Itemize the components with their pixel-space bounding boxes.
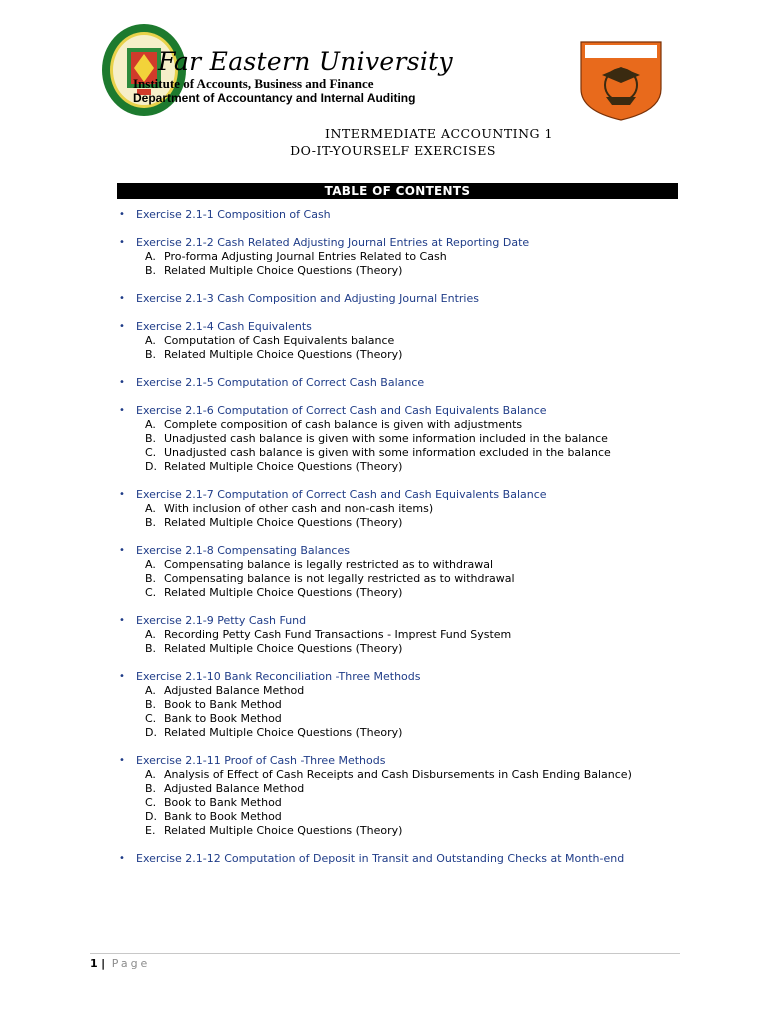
toc-entry xyxy=(119,208,679,222)
toc-entry xyxy=(119,670,679,740)
toc-entry xyxy=(119,292,679,306)
toc-subitem xyxy=(119,628,679,642)
toc-subitem-letter: A. xyxy=(145,684,156,697)
toc-subitem xyxy=(119,572,679,586)
toc-subitem xyxy=(119,418,679,432)
toc-subitem-text: Compensating balance is legally restricted as to withdrawal xyxy=(164,558,494,571)
toc-exercise-title: Exercise 2.1-12 Computation of Deposit in Transit and Outstanding Checks at Month-end xyxy=(136,852,625,865)
table-of-contents xyxy=(119,208,679,880)
toc-exercise-title: Exercise 2.1-4 Cash Equivalents xyxy=(136,320,312,333)
toc-subitem-text: Related Multiple Choice Questions (Theory) xyxy=(164,460,403,473)
toc-entry xyxy=(119,320,679,362)
toc-subitem-letter: B. xyxy=(145,782,157,795)
toc-subitem-text: Pro-forma Adjusting Journal Entries Related to Cash xyxy=(164,250,447,263)
toc-subitem-letter: E. xyxy=(145,824,156,837)
toc-subitem-text: Related Multiple Choice Questions (Theory) xyxy=(164,264,403,277)
toc-subitem xyxy=(119,782,679,796)
toc-exercise-title: Exercise 2.1-10 Bank Reconciliation -Three Methods xyxy=(136,670,421,683)
toc-subitem xyxy=(119,334,679,348)
toc-exercise-link[interactable] xyxy=(119,614,679,628)
toc-subitem-letter: B. xyxy=(145,348,157,361)
toc-entry xyxy=(119,488,679,530)
toc-subitem-text: Related Multiple Choice Questions (Theory) xyxy=(164,824,403,837)
toc-subitem-text: Computation of Cash Equivalents balance xyxy=(164,334,395,347)
toc-exercise-link[interactable] xyxy=(119,236,679,250)
toc-exercise-title: Exercise 2.1-6 Computation of Correct Cash and Cash Equivalents Balance xyxy=(136,404,547,417)
course-title: INTERMEDIATE ACCOUNTING 1 xyxy=(325,126,553,141)
toc-subitem-text: Related Multiple Choice Questions (Theory) xyxy=(164,516,403,529)
toc-subitem-letter: D. xyxy=(145,810,157,823)
toc-subitem-letter: A. xyxy=(145,628,156,641)
toc-subitem-text: Book to Bank Method xyxy=(164,698,282,711)
toc-exercise-title: Exercise 2.1-8 Compensating Balances xyxy=(136,544,350,557)
toc-subitem xyxy=(119,460,679,474)
toc-subitem xyxy=(119,502,679,516)
toc-subitem-letter: B. xyxy=(145,264,157,277)
toc-subitem xyxy=(119,348,679,362)
university-name: Far Eastern University xyxy=(158,47,453,76)
toc-exercise-link[interactable] xyxy=(119,292,679,306)
toc-subitem xyxy=(119,726,679,740)
toc-subitem xyxy=(119,712,679,726)
toc-subitem xyxy=(119,264,679,278)
toc-exercise-title: Exercise 2.1-9 Petty Cash Fund xyxy=(136,614,307,627)
page-footer xyxy=(90,957,150,970)
toc-subitem-letter: C. xyxy=(145,586,157,599)
toc-entry xyxy=(119,852,679,866)
toc-subitem-letter: B. xyxy=(145,642,157,655)
toc-subitem-text: Related Multiple Choice Questions (Theory) xyxy=(164,726,403,739)
toc-exercise-link[interactable] xyxy=(119,320,679,334)
footer-divider xyxy=(90,953,680,954)
toc-subitem xyxy=(119,250,679,264)
toc-entry xyxy=(119,236,679,278)
bullet-icon: • xyxy=(119,489,125,500)
toc-subitem xyxy=(119,432,679,446)
page-label: Page xyxy=(111,957,151,970)
bullet-icon: • xyxy=(119,321,125,332)
institute-name: Institute of Accounts, Business and Finance xyxy=(133,76,374,91)
toc-exercise-link[interactable] xyxy=(119,670,679,684)
bullet-icon: • xyxy=(119,853,125,864)
toc-subitem-text: Unadjusted cash balance is given with some information excluded in the balance xyxy=(164,446,611,459)
toc-exercise-link[interactable] xyxy=(119,488,679,502)
toc-entry xyxy=(119,376,679,390)
bullet-icon: • xyxy=(119,545,125,556)
course-title-block xyxy=(0,126,768,158)
toc-subitem-letter: A. xyxy=(145,768,156,781)
toc-subitem-letter: B. xyxy=(145,432,157,445)
toc-subitem xyxy=(119,642,679,656)
page-separator: | xyxy=(101,957,106,970)
toc-subitem-text: Related Multiple Choice Questions (Theory) xyxy=(164,348,403,361)
bullet-icon: • xyxy=(119,209,125,220)
toc-subitem-letter: B. xyxy=(145,516,157,529)
page-number: 1 xyxy=(90,957,98,970)
toc-subitem-letter: D. xyxy=(145,460,157,473)
toc-subitem xyxy=(119,824,679,838)
toc-subitem-text: Related Multiple Choice Questions (Theory) xyxy=(164,586,403,599)
bullet-icon: • xyxy=(119,671,125,682)
toc-subitem xyxy=(119,698,679,712)
toc-subitem-letter: A. xyxy=(145,334,156,347)
toc-exercise-title: Exercise 2.1-11 Proof of Cash -Three Methods xyxy=(136,754,386,767)
bullet-icon: • xyxy=(119,405,125,416)
bullet-icon: • xyxy=(119,615,125,626)
toc-subitem-letter: A. xyxy=(145,502,156,515)
toc-subitem xyxy=(119,796,679,810)
toc-subitem xyxy=(119,558,679,572)
toc-heading: TABLE OF CONTENTS xyxy=(117,183,678,199)
toc-subitem-letter: B. xyxy=(145,698,157,711)
toc-exercise-link[interactable] xyxy=(119,404,679,418)
toc-subitem xyxy=(119,810,679,824)
toc-exercise-link[interactable] xyxy=(119,208,679,222)
toc-subitem-text: Analysis of Effect of Cash Receipts and Cash Disbursements in Cash Ending Balance) xyxy=(164,768,632,781)
bullet-icon: • xyxy=(119,755,125,766)
toc-entry xyxy=(119,544,679,600)
toc-subitem xyxy=(119,516,679,530)
toc-subitem xyxy=(119,684,679,698)
bullet-icon: • xyxy=(119,293,125,304)
toc-subitem xyxy=(119,586,679,600)
toc-subitem-letter: C. xyxy=(145,796,157,809)
toc-subitem-text: With inclusion of other cash and non-cash items) xyxy=(164,502,434,515)
toc-subitem-letter: C. xyxy=(145,446,157,459)
toc-exercise-title: Exercise 2.1-7 Computation of Correct Cash and Cash Equivalents Balance xyxy=(136,488,547,501)
toc-exercise-title: Exercise 2.1-2 Cash Related Adjusting Journal Entries at Reporting Date xyxy=(136,236,530,249)
toc-subitem-text: Bank to Book Method xyxy=(164,712,282,725)
toc-entry xyxy=(119,614,679,656)
toc-subitem-text: Book to Bank Method xyxy=(164,796,282,809)
toc-subitem-text: Adjusted Balance Method xyxy=(164,782,305,795)
toc-subitem-letter: A. xyxy=(145,558,156,571)
toc-subitem-letter: C. xyxy=(145,712,157,725)
toc-entry xyxy=(119,754,679,838)
toc-entry xyxy=(119,404,679,474)
feu-iabf-shield-logo xyxy=(580,41,662,121)
toc-subitem-text: Compensating balance is not legally restricted as to withdrawal xyxy=(164,572,515,585)
toc-subitem-letter: A. xyxy=(145,250,156,263)
toc-subitem xyxy=(119,768,679,782)
toc-exercise-link[interactable] xyxy=(119,544,679,558)
toc-exercise-title: Exercise 2.1-3 Cash Composition and Adjusting Journal Entries xyxy=(136,292,479,305)
course-subtitle: DO-IT-YOURSELF EXERCISES xyxy=(290,143,496,158)
toc-exercise-link[interactable] xyxy=(119,852,679,866)
toc-subitem-text: Bank to Book Method xyxy=(164,810,282,823)
bullet-icon: • xyxy=(119,377,125,388)
toc-subitem-letter: B. xyxy=(145,572,157,585)
department-name: Department of Accountancy and Internal Auditing xyxy=(133,91,416,105)
toc-subitem-letter: D. xyxy=(145,726,157,739)
toc-exercise-title: Exercise 2.1-5 Computation of Correct Cash Balance xyxy=(136,376,425,389)
toc-subitem-text: Recording Petty Cash Fund Transactions - Imprest Fund System xyxy=(164,628,512,641)
toc-subitem-text: Unadjusted cash balance is given with some information included in the balance xyxy=(164,432,608,445)
toc-subitem-letter: A. xyxy=(145,418,156,431)
toc-subitem-text: Adjusted Balance Method xyxy=(164,684,305,697)
toc-subitem-text: Complete composition of cash balance is given with adjustments xyxy=(164,418,523,431)
toc-exercise-link[interactable] xyxy=(119,754,679,768)
bullet-icon: • xyxy=(119,237,125,248)
toc-subitem xyxy=(119,446,679,460)
toc-subitem-text: Related Multiple Choice Questions (Theory) xyxy=(164,642,403,655)
toc-exercise-link[interactable] xyxy=(119,376,679,390)
toc-exercise-title: Exercise 2.1-1 Composition of Cash xyxy=(136,208,331,221)
